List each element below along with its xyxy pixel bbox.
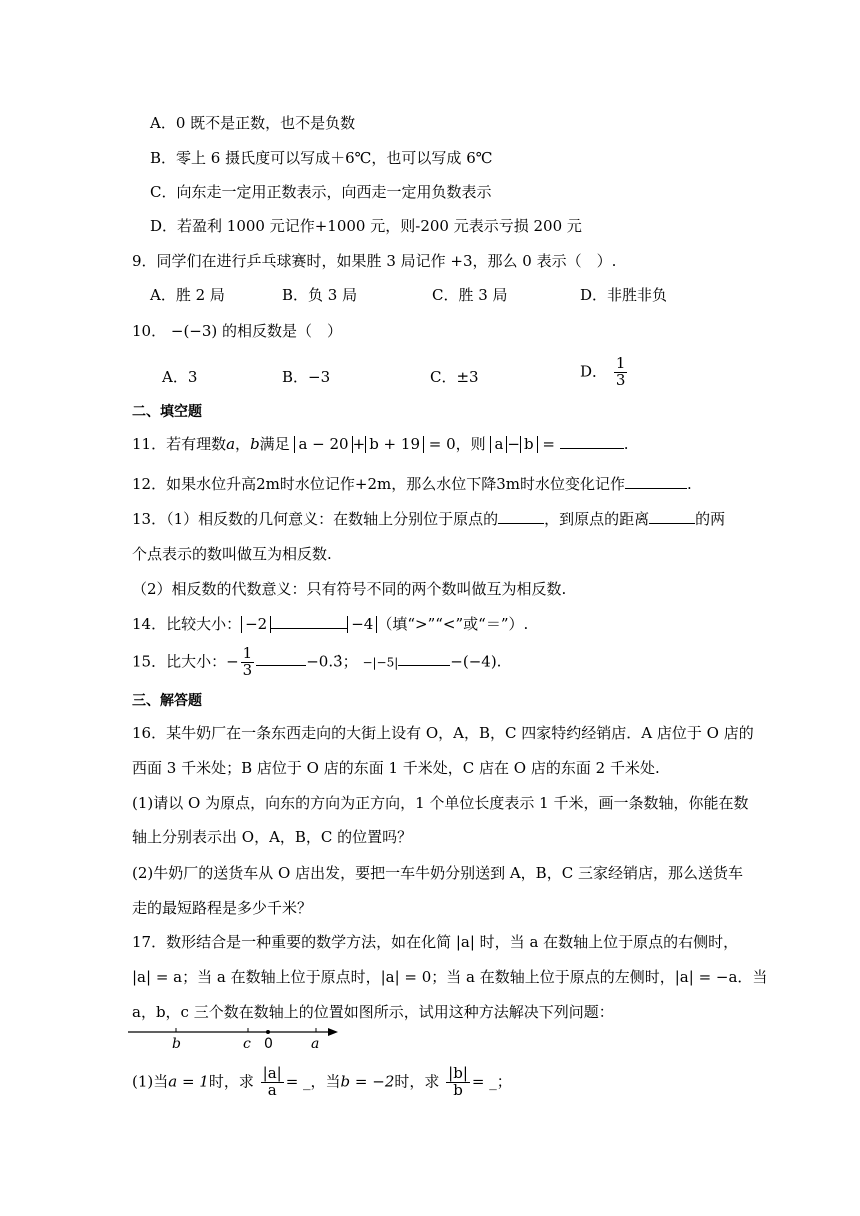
q13-line-2: 个点表示的数叫做互为相反数. — [132, 545, 332, 563]
origin-point — [266, 1030, 270, 1034]
q14-abs-2: −4 — [347, 616, 377, 633]
fraction-denominator: 3 — [242, 660, 253, 679]
q11-equals: = — [542, 435, 555, 453]
q14-answer-blank[interactable] — [271, 614, 347, 629]
axis-label-c: c — [243, 1036, 251, 1052]
q11 — [132, 433, 629, 454]
q13-text-1: 13．（1）相反数的几何意义：在数轴上分别位于原点的 — [132, 510, 499, 528]
q8-option-a: A．0 既不是正数，也不是负数 — [150, 114, 356, 132]
number-line-arrow-icon — [328, 1028, 338, 1036]
q15-blank-1[interactable] — [256, 651, 306, 666]
q17p1-text-3: = _，当 — [285, 1072, 341, 1091]
q12 — [132, 473, 692, 494]
q13-line-3: （2）相反数的代数意义：只有符号不同的两个数叫做互为相反数. — [132, 580, 567, 598]
q8-option-c: C．向东走一定用正数表示，向西走一定用负数表示 — [150, 183, 492, 201]
q17p1-text-2: 时，求 — [208, 1072, 254, 1091]
q13-text-3: 的两 — [695, 510, 726, 528]
q13-text-2: ，到原点的距离 — [544, 510, 650, 528]
axis-label-origin: 0 — [264, 1036, 273, 1052]
q16-line-4: 轴上分别表示出 O，A，B，C 的位置吗？ — [132, 828, 413, 846]
q16-line-3: (1)请以 O 为原点，向东的方向为正方向，1 个单位长度表示 1 千米，画一条数轴，你能在数 — [132, 794, 749, 812]
q12-value-2: +2m — [354, 475, 392, 493]
q17-line-1: 17．数形结合是一种重要的数学方法，如在化简 |a| 时，当 a 在数轴上位于原点的右侧时， — [132, 933, 739, 951]
q10-option-c: C．±3 — [430, 368, 479, 386]
q10-expression: −(−3) — [170, 322, 218, 340]
q12-text-1: 12．如果水位升高 — [132, 475, 257, 493]
q16-line-6: 走的最短路程是多少千米？ — [132, 899, 313, 917]
q15-expr-2: −|−5| — [362, 655, 399, 670]
q10-stem — [132, 320, 342, 341]
q12-text-2: 时水位记作 — [279, 475, 355, 493]
q11-text-3: = 0，则 — [428, 435, 486, 453]
q10-number: 10． — [132, 322, 167, 340]
axis-label-b: b — [172, 1036, 181, 1052]
fraction-denominator: a — [267, 1080, 277, 1099]
number-line-figure — [128, 1026, 348, 1052]
q9-option-a: A．胜 2 局 — [150, 286, 225, 304]
q15-expr-1: −0.3̇； — [306, 652, 358, 671]
q9-option-d: D．非胜非负 — [580, 286, 668, 304]
q17p1-fraction-b — [446, 1066, 470, 1099]
q16-line-5: (2)牛奶厂的送货车从 O 店出发，要把一车牛奶分别送到 A，B，C 三家经销店，那么送货车 — [132, 864, 743, 882]
q17p1-text-4: 时，求 — [394, 1072, 440, 1091]
q11-var-b: b — [250, 435, 260, 453]
fraction-denominator: b — [453, 1080, 463, 1099]
fraction-denominator: 3 — [615, 370, 626, 389]
q11-plus: + — [352, 435, 366, 453]
fraction-numerator: 1 — [242, 644, 253, 662]
q9-stem: 9．同学们在进行乒乓球赛时，如果胜 3 局记作 +3，那么 0 表示（ ）. — [132, 252, 617, 270]
q10-option-d-label: D． — [580, 362, 608, 381]
q11-abs-2: b + 19 — [365, 436, 424, 453]
q17-part-1 — [132, 1066, 512, 1099]
axis-label-a: a — [311, 1036, 320, 1052]
q8-option-d: D．若盈利 1000 元记作+1000 元，则-200 元表示亏损 200 元 — [150, 217, 582, 235]
q15-period: . — [496, 652, 502, 671]
q15 — [132, 646, 501, 679]
q14-text: 14．比较大小： — [132, 615, 242, 633]
q11-text-2: 满足 — [259, 435, 290, 453]
q17p1-fraction-a — [261, 1066, 284, 1099]
q14-abs-1: −2 — [241, 616, 271, 633]
q11-abs-3: a — [490, 436, 507, 453]
q15-blank-2[interactable] — [398, 651, 450, 666]
fraction-numerator: |a| — [262, 1064, 282, 1082]
q10-option-d-fraction — [614, 356, 628, 389]
q11-abs-1: a − 20 — [294, 436, 352, 453]
q15-text: 15．比大小： — [132, 652, 227, 671]
q17-line-3: a，b，c 三个数在数轴上的位置如图所示，试用这种方法解决下列问题： — [132, 1003, 614, 1021]
fraction-numerator: |b| — [448, 1064, 468, 1082]
q16-line-2: 西面 3 千米处；B 店位于 O 店的东面 1 千米处，C 店在 O 店的东面 2 千米处. — [132, 759, 660, 777]
q15-expr-3: −(−4) — [450, 652, 497, 671]
q12-answer-blank[interactable] — [625, 474, 687, 489]
q13-line-1 — [132, 508, 725, 529]
q11-period: . — [623, 435, 629, 453]
q11-answer-blank[interactable] — [560, 434, 624, 449]
q12-text-3: ，那么水位下降 — [391, 475, 497, 493]
q17p1-text-1: (1)当 — [132, 1072, 169, 1091]
q17-line-2: |a| = a；当 a 在数轴上位于原点时，|a| = 0；当 a 在数轴上位于原点的左侧时，|a| = −a．当 — [132, 968, 768, 986]
section-solve-title: 三、解答题 — [132, 693, 202, 709]
q11-minus: − — [507, 435, 520, 453]
q12-value-3: 3m — [496, 475, 521, 493]
q8-option-b: B．零上 6 摄氏度可以写成＋6℃，也可以写成 6℃ — [150, 149, 493, 167]
q16-line-1: 16．某牛奶厂在一条东西走向的大街上设有 O，A，B，C 四家特约经销店．A 店位于 O 店的 — [132, 724, 754, 742]
q9-option-b: B．负 3 局 — [282, 286, 358, 304]
q15-fraction — [241, 646, 255, 679]
q12-value-1: 2m — [256, 475, 280, 493]
q12-text-4: 时水位变化记作 — [520, 475, 626, 493]
q10-option-d — [580, 356, 629, 389]
q17p1-text-5: = _； — [471, 1072, 512, 1091]
q13-blank-1[interactable] — [498, 509, 544, 524]
q14 — [132, 613, 528, 634]
q15-minus: − — [226, 652, 239, 671]
q10-suffix: 的相反数是（ ） — [222, 322, 343, 340]
q17p1-cond-b: b = −2 — [340, 1072, 395, 1091]
q10-option-a: A．3 — [162, 368, 198, 386]
q9-option-c: C．胜 3 局 — [432, 286, 508, 304]
section-fill-title: 二、填空题 — [132, 404, 202, 420]
q14-hint: （填“>”“<”或“＝”）. — [377, 615, 529, 633]
q11-text: 11．若有理数 — [132, 435, 227, 453]
fraction-numerator: 1 — [615, 354, 626, 372]
q13-blank-2[interactable] — [649, 509, 695, 524]
q12-period: . — [687, 475, 692, 493]
q11-abs-4: b — [520, 436, 538, 453]
q11-comma: ， — [235, 435, 251, 453]
q10-option-b: B．−3 — [282, 368, 331, 386]
q17p1-cond-a: a = 1 — [168, 1072, 209, 1091]
q11-var-a: a — [226, 435, 236, 453]
